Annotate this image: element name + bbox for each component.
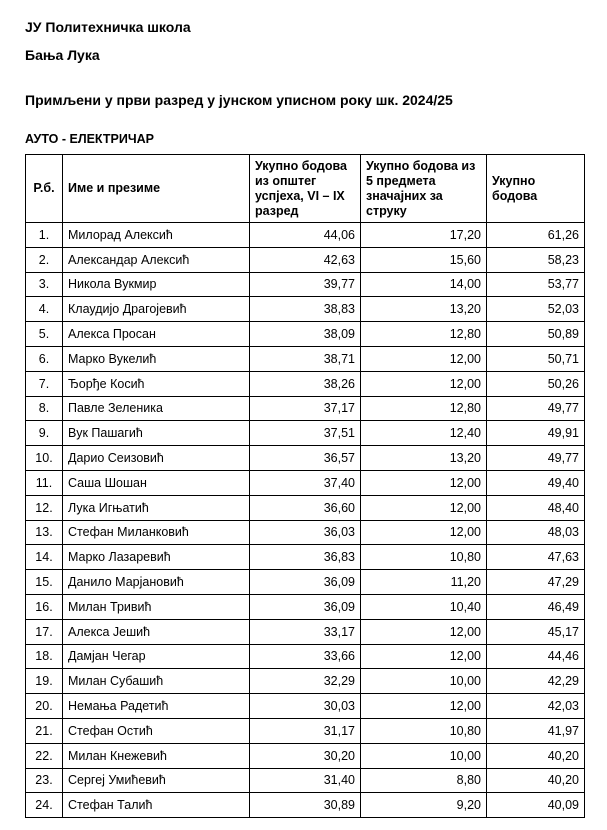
cell-total-points: 53,77 [487, 272, 585, 297]
cell-subject-points: 10,00 [361, 669, 487, 694]
cell-general-points: 42,63 [250, 247, 361, 272]
cell-general-points: 38,71 [250, 346, 361, 371]
cell-rb: 15. [26, 570, 63, 595]
cell-subject-points: 12,00 [361, 495, 487, 520]
cell-name: Стефан Талић [63, 793, 250, 818]
cell-name: Дамјан Чегар [63, 644, 250, 669]
cell-name: Милорад Алексић [63, 223, 250, 248]
cell-total-points: 48,03 [487, 520, 585, 545]
cell-general-points: 30,03 [250, 694, 361, 719]
cell-rb: 4. [26, 297, 63, 322]
cell-rb: 12. [26, 495, 63, 520]
cell-total-points: 47,29 [487, 570, 585, 595]
table-row [26, 322, 585, 347]
cell-general-points: 36,60 [250, 495, 361, 520]
cell-name: Алекса Јешић [63, 619, 250, 644]
column-header-rb: Р.б. [26, 155, 63, 223]
cell-total-points: 40,20 [487, 768, 585, 793]
cell-subject-points: 12,00 [361, 346, 487, 371]
table-row [26, 495, 585, 520]
cell-total-points: 40,09 [487, 793, 585, 818]
cell-subject-points: 12,80 [361, 322, 487, 347]
cell-general-points: 30,89 [250, 793, 361, 818]
cell-name: Милан Тривић [63, 594, 250, 619]
cell-rb: 3. [26, 272, 63, 297]
table-row [26, 768, 585, 793]
cell-subject-points: 12,00 [361, 694, 487, 719]
table-row [26, 694, 585, 719]
cell-general-points: 36,03 [250, 520, 361, 545]
cell-general-points: 31,40 [250, 768, 361, 793]
cell-subject-points: 10,80 [361, 718, 487, 743]
cell-general-points: 37,51 [250, 421, 361, 446]
table-row [26, 396, 585, 421]
cell-name: Милан Кнежевић [63, 743, 250, 768]
table-row [26, 421, 585, 446]
column-header-general: Укупно бодова из општег успјеха, VI – IX разред [250, 155, 361, 223]
table-row [26, 619, 585, 644]
cell-rb: 7. [26, 371, 63, 396]
cell-general-points: 33,17 [250, 619, 361, 644]
table-row [26, 371, 585, 396]
cell-general-points: 38,09 [250, 322, 361, 347]
cell-name: Саша Шошан [63, 470, 250, 495]
city-name: Бања Лука [25, 47, 100, 63]
cell-name: Вук Пашагић [63, 421, 250, 446]
cell-general-points: 37,40 [250, 470, 361, 495]
cell-total-points: 48,40 [487, 495, 585, 520]
cell-name: Лука Игњатић [63, 495, 250, 520]
table-row [26, 718, 585, 743]
cell-name: Клаудијо Драгојевић [63, 297, 250, 322]
cell-total-points: 44,46 [487, 644, 585, 669]
table-row [26, 346, 585, 371]
cell-total-points: 42,03 [487, 694, 585, 719]
cell-total-points: 42,29 [487, 669, 585, 694]
cell-name: Никола Вукмир [63, 272, 250, 297]
column-header-total: Укупно бодова [487, 155, 585, 223]
cell-subject-points: 15,60 [361, 247, 487, 272]
cell-rb: 6. [26, 346, 63, 371]
column-header-name: Име и презиме [63, 155, 250, 223]
cell-rb: 13. [26, 520, 63, 545]
cell-rb: 17. [26, 619, 63, 644]
cell-name: Алекса Просан [63, 322, 250, 347]
cell-total-points: 46,49 [487, 594, 585, 619]
cell-name: Александар Алексић [63, 247, 250, 272]
cell-subject-points: 12,00 [361, 371, 487, 396]
cell-rb: 16. [26, 594, 63, 619]
cell-general-points: 32,29 [250, 669, 361, 694]
cell-general-points: 39,77 [250, 272, 361, 297]
cell-subject-points: 12,00 [361, 470, 487, 495]
table-row [26, 446, 585, 471]
cell-rb: 22. [26, 743, 63, 768]
cell-total-points: 61,26 [487, 223, 585, 248]
cell-name: Ђорђе Косић [63, 371, 250, 396]
column-header-subjects: Укупно бодова из 5 предмета значајних за струку [361, 155, 487, 223]
cell-rb: 10. [26, 446, 63, 471]
cell-rb: 5. [26, 322, 63, 347]
cell-general-points: 36,57 [250, 446, 361, 471]
table-row [26, 223, 585, 248]
cell-subject-points: 12,00 [361, 619, 487, 644]
cell-total-points: 47,63 [487, 545, 585, 570]
cell-general-points: 33,66 [250, 644, 361, 669]
cell-general-points: 36,09 [250, 594, 361, 619]
cell-subject-points: 12,00 [361, 520, 487, 545]
cell-name: Марко Лазаревић [63, 545, 250, 570]
table-row [26, 247, 585, 272]
cell-total-points: 50,89 [487, 322, 585, 347]
cell-rb: 18. [26, 644, 63, 669]
cell-subject-points: 17,20 [361, 223, 487, 248]
cell-general-points: 36,83 [250, 545, 361, 570]
cell-total-points: 40,20 [487, 743, 585, 768]
table-row [26, 520, 585, 545]
table-row [26, 793, 585, 818]
cell-total-points: 49,77 [487, 446, 585, 471]
cell-subject-points: 12,00 [361, 644, 487, 669]
cell-total-points: 49,91 [487, 421, 585, 446]
cell-general-points: 44,06 [250, 223, 361, 248]
cell-name: Павле Зеленика [63, 396, 250, 421]
table-row [26, 743, 585, 768]
cell-total-points: 50,71 [487, 346, 585, 371]
cell-rb: 14. [26, 545, 63, 570]
cell-total-points: 49,40 [487, 470, 585, 495]
cell-subject-points: 12,80 [361, 396, 487, 421]
cell-total-points: 49,77 [487, 396, 585, 421]
cell-total-points: 50,26 [487, 371, 585, 396]
table-row [26, 272, 585, 297]
cell-name: Сергеј Умићевић [63, 768, 250, 793]
cell-general-points: 31,17 [250, 718, 361, 743]
cell-name: Марко Вукелић [63, 346, 250, 371]
cell-rb: 19. [26, 669, 63, 694]
cell-general-points: 30,20 [250, 743, 361, 768]
cell-rb: 23. [26, 768, 63, 793]
cell-general-points: 38,26 [250, 371, 361, 396]
cell-total-points: 41,97 [487, 718, 585, 743]
cell-general-points: 36,09 [250, 570, 361, 595]
cell-subject-points: 12,40 [361, 421, 487, 446]
cell-name: Милан Субашић [63, 669, 250, 694]
cell-subject-points: 13,20 [361, 446, 487, 471]
cell-subject-points: 14,00 [361, 272, 487, 297]
cell-rb: 24. [26, 793, 63, 818]
cell-rb: 21. [26, 718, 63, 743]
cell-subject-points: 13,20 [361, 297, 487, 322]
table-row [26, 570, 585, 595]
cell-general-points: 38,83 [250, 297, 361, 322]
cell-name: Стефан Остић [63, 718, 250, 743]
cell-subject-points: 10,00 [361, 743, 487, 768]
cell-total-points: 58,23 [487, 247, 585, 272]
admissions-table [25, 154, 585, 818]
cell-rb: 9. [26, 421, 63, 446]
program-name: АУТО - ЕЛЕКТРИЧАР [25, 132, 154, 146]
school-name: ЈУ Политехничка школа [25, 19, 191, 35]
table-row [26, 297, 585, 322]
cell-rb: 2. [26, 247, 63, 272]
page-title: Примљени у први разред у јунском уписном року шк. 2024/25 [25, 92, 453, 108]
cell-name: Немања Радетић [63, 694, 250, 719]
table-header-row [26, 155, 585, 223]
cell-rb: 1. [26, 223, 63, 248]
cell-total-points: 45,17 [487, 619, 585, 644]
table-row [26, 594, 585, 619]
table-row [26, 470, 585, 495]
cell-name: Стефан Миланковић [63, 520, 250, 545]
table-row [26, 644, 585, 669]
cell-rb: 8. [26, 396, 63, 421]
cell-subject-points: 10,40 [361, 594, 487, 619]
cell-rb: 20. [26, 694, 63, 719]
cell-total-points: 52,03 [487, 297, 585, 322]
cell-general-points: 37,17 [250, 396, 361, 421]
cell-name: Дарио Сеизовић [63, 446, 250, 471]
cell-subject-points: 10,80 [361, 545, 487, 570]
cell-name: Данило Марјановић [63, 570, 250, 595]
table-row [26, 545, 585, 570]
cell-rb: 11. [26, 470, 63, 495]
cell-subject-points: 8,80 [361, 768, 487, 793]
table-row [26, 669, 585, 694]
cell-subject-points: 11,20 [361, 570, 487, 595]
cell-subject-points: 9,20 [361, 793, 487, 818]
